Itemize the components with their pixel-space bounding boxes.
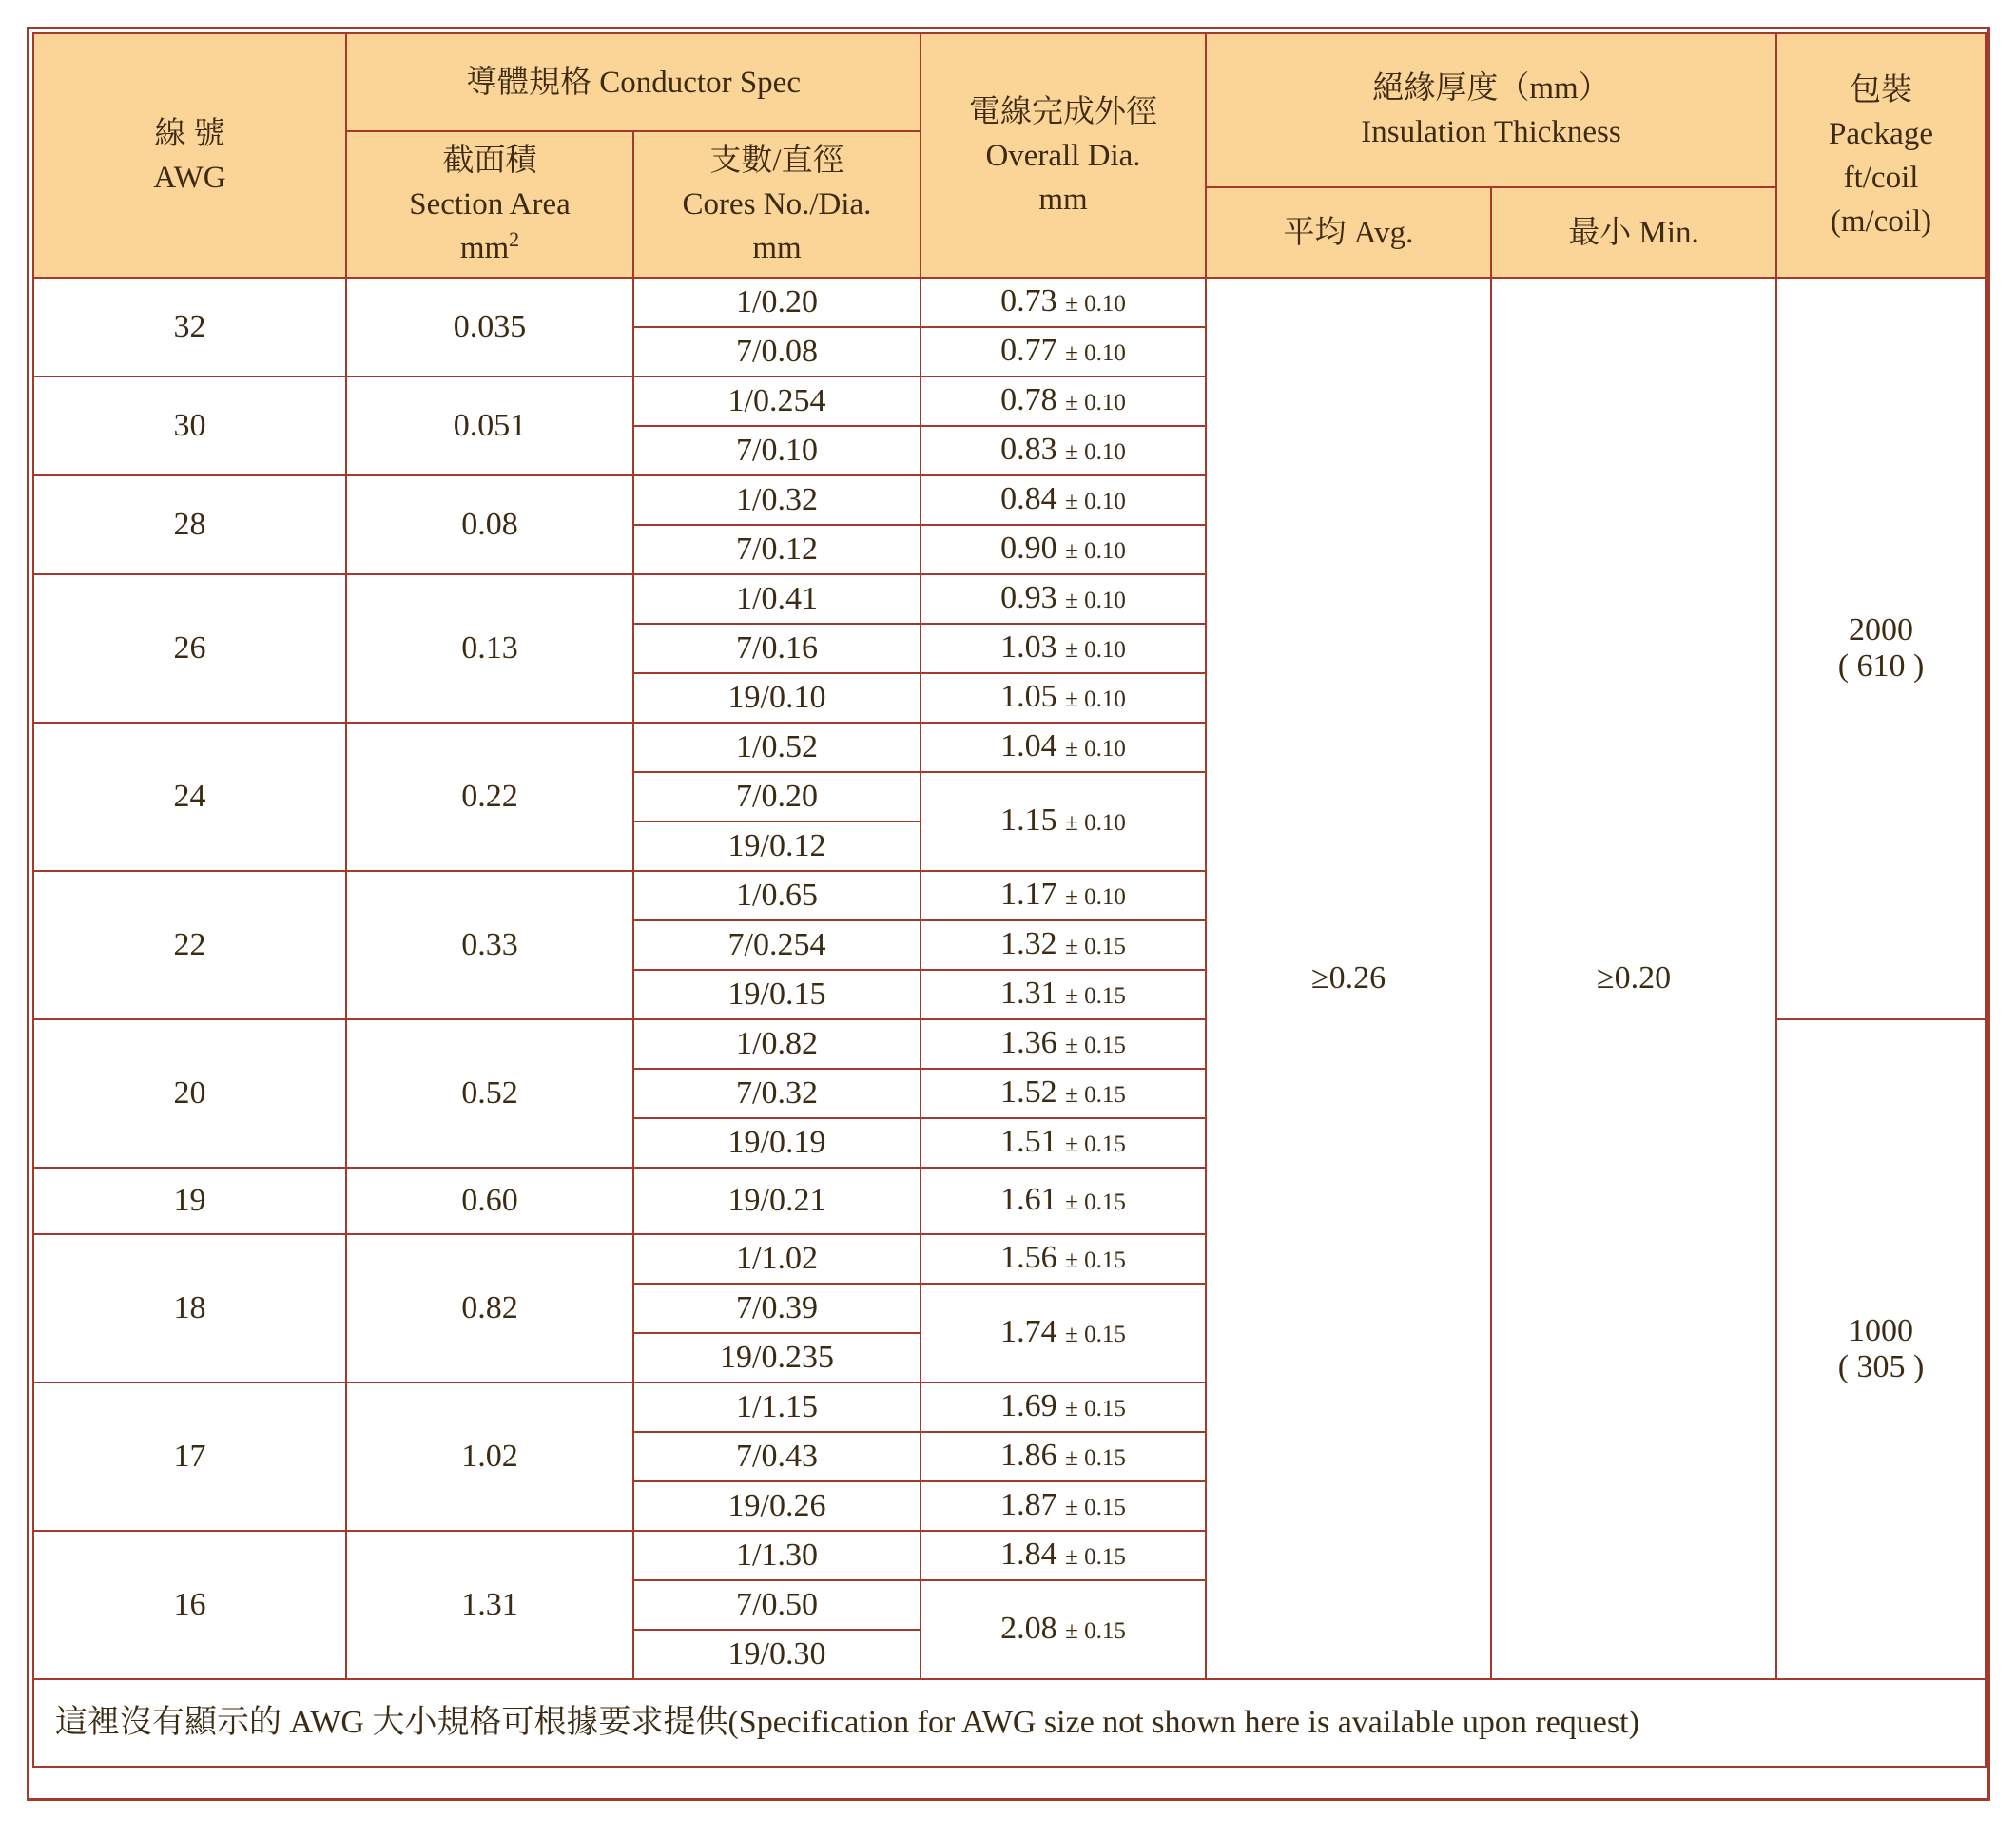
awg-cell: 18 [33,1234,346,1383]
cores-cell: 7/0.43 [633,1432,921,1481]
awg-cell: 16 [33,1531,346,1679]
overall-dia-cell: 0.73 ± 0.10 [921,278,1206,327]
cores-cell: 7/0.254 [633,920,921,970]
cores-cell: 1/0.82 [633,1019,921,1069]
cores-cell: 7/0.20 [633,772,921,822]
overall-dia-cell: 0.77 ± 0.10 [921,327,1206,377]
awg-cell: 30 [33,377,346,475]
overall-dia-cell: 1.69 ± 0.15 [921,1383,1206,1432]
cores-header: 支數/直徑 Cores No./Dia. mm [633,131,921,278]
conductor-spec-header: 導體規格 Conductor Spec [346,33,921,131]
overall-dia-cell: 1.74 ± 0.15 [921,1284,1206,1383]
awg-cell: 20 [33,1019,346,1168]
overall-dia-cell: 1.03 ± 0.10 [921,624,1206,673]
package-cell-1000: 1000 ( 305 ) [1776,1019,1986,1679]
cores-cell: 7/0.10 [633,426,921,475]
section-area-header: 截面積 Section Area $mm^2$ [346,131,633,278]
spec-body [33,278,1986,1679]
section-area-cell: 0.33 [346,871,633,1019]
section-area-cell: 0.13 [346,574,633,723]
overall-dia-header: 電線完成外徑 Overall Dia. mm [921,33,1206,278]
cores-cell: 7/0.08 [633,327,921,377]
overall-dia-cell: 1.51 ± 0.15 [921,1118,1206,1168]
cores-cell: 19/0.12 [633,822,921,871]
awg-header: 線 號 AWG [33,33,346,278]
cores-cell: 19/0.15 [633,970,921,1019]
overall-dia-cell: 2.08 ± 0.15 [921,1580,1206,1679]
cores-cell: 1/1.02 [633,1234,921,1284]
cores-cell: 1/0.41 [633,574,921,624]
awg-spec-table [32,32,1987,1768]
overall-dia-cell: 1.15 ± 0.10 [921,772,1206,871]
overall-dia-cell: 1.31 ± 0.15 [921,970,1206,1019]
insulation-avg-cell: ≥0.26 [1206,278,1491,1679]
section-area-cell: 0.22 [346,723,633,871]
cores-cell: 19/0.10 [633,673,921,723]
awg-cell: 26 [33,574,346,723]
package-cell-2000: 2000 ( 610 ) [1776,278,1986,1019]
overall-dia-cell: 1.61 ± 0.15 [921,1168,1206,1234]
overall-dia-cell: 1.84 ± 0.15 [921,1531,1206,1580]
section-area-cell: 0.08 [346,475,633,574]
cores-cell: 19/0.19 [633,1118,921,1168]
table-row [33,278,1986,327]
section-area-cell: 0.60 [346,1168,633,1234]
avg-header: 平均 Avg. [1206,187,1491,278]
overall-dia-cell: 1.86 ± 0.15 [921,1432,1206,1481]
awg-cell: 22 [33,871,346,1019]
overall-dia-cell: 1.04 ± 0.10 [921,723,1206,772]
awg-cell: 19 [33,1168,346,1234]
cores-cell: 7/0.12 [633,525,921,574]
package-header: 包裝 Package ft/coil (m/coil) [1776,33,1986,278]
section-area-cell: 0.051 [346,377,633,475]
insulation-min-cell: ≥0.20 [1491,278,1776,1679]
cores-cell: 1/1.30 [633,1531,921,1580]
cores-cell: 7/0.39 [633,1284,921,1333]
min-header: 最小 Min. [1491,187,1776,278]
awg-cell: 28 [33,475,346,574]
cores-cell: 7/0.32 [633,1069,921,1118]
overall-dia-cell: 1.87 ± 0.15 [921,1481,1206,1531]
cores-cell: 1/0.65 [633,871,921,920]
overall-dia-cell: 0.84 ± 0.10 [921,475,1206,525]
awg-cell: 32 [33,278,346,377]
section-area-cell: 1.31 [346,1531,633,1679]
cores-cell: 7/0.50 [633,1580,921,1630]
cores-cell: 19/0.26 [633,1481,921,1531]
overall-dia-cell: 0.78 ± 0.10 [921,377,1206,426]
cores-cell: 19/0.30 [633,1630,921,1679]
overall-dia-cell: 0.93 ± 0.10 [921,574,1206,624]
overall-dia-cell: 0.83 ± 0.10 [921,426,1206,475]
section-area-cell: 0.035 [346,278,633,377]
cores-cell: 1/0.20 [633,278,921,327]
awg-cell: 24 [33,723,346,871]
cores-cell: 1/0.254 [633,377,921,426]
footnote: 這裡沒有顯示的 AWG 大小規格可根據要求提供(Specification for AWG size not shown here is available upon request) [33,1679,1986,1767]
awg-cell: 17 [33,1383,346,1531]
cores-cell: 1/0.52 [633,723,921,772]
cores-cell: 19/0.21 [633,1168,921,1234]
section-area-cell: 0.52 [346,1019,633,1168]
overall-dia-cell: 1.36 ± 0.15 [921,1019,1206,1069]
overall-dia-cell: 1.56 ± 0.15 [921,1234,1206,1284]
cores-cell: 1/0.32 [633,475,921,525]
overall-dia-cell: 1.17 ± 0.10 [921,871,1206,920]
cores-cell: 19/0.235 [633,1333,921,1383]
section-area-cell: 0.82 [346,1234,633,1383]
overall-dia-cell: 1.05 ± 0.10 [921,673,1206,723]
overall-dia-cell: 0.90 ± 0.10 [921,525,1206,574]
overall-dia-cell: 1.52 ± 0.15 [921,1069,1206,1118]
section-area-cell: 1.02 [346,1383,633,1531]
cores-cell: 1/1.15 [633,1383,921,1432]
insulation-thickness-header: 絕緣厚度（mm） Insulation Thickness [1206,33,1776,187]
cores-cell: 7/0.16 [633,624,921,673]
overall-dia-cell: 1.32 ± 0.15 [921,920,1206,970]
